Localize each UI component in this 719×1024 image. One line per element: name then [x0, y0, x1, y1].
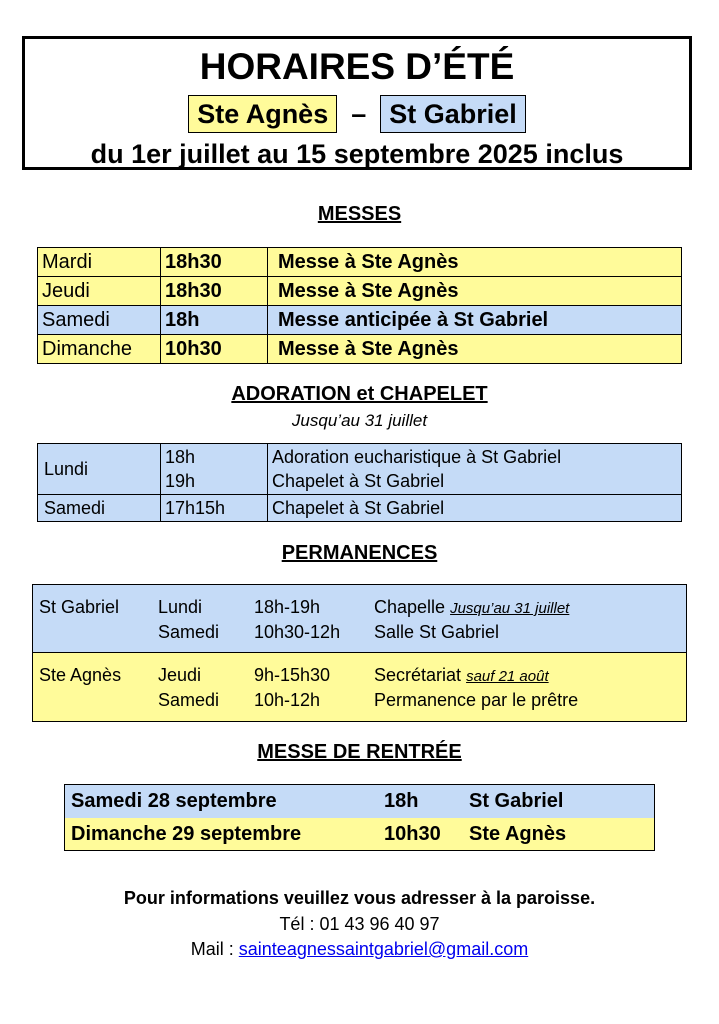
section-title-messes: MESSES: [317, 203, 402, 225]
adoration-time: 19h: [165, 471, 196, 491]
permanence-description: [374, 663, 549, 689]
table-row: [65, 785, 654, 818]
masses-table: [37, 247, 682, 364]
adoration-description: Chapelet à St Gabriel: [272, 471, 445, 491]
permanence-hours: 10h-12h: [254, 690, 321, 710]
adoration-descriptions: [268, 444, 682, 495]
mass-day: Mardi: [38, 248, 161, 277]
section-title-rentree: MESSE DE RENTRÉE: [257, 741, 462, 763]
rentree-time: 10h30: [384, 823, 441, 845]
mass-description: Messe à Ste Agnès: [268, 335, 682, 364]
mass-description: Messe à Ste Agnès: [268, 277, 682, 306]
permanences-box: [32, 584, 687, 722]
footer-phone: Tél : 01 43 96 40 97: [279, 914, 440, 934]
section-title-permanences: PERMANENCES: [281, 542, 438, 564]
mass-time: 18h30: [161, 277, 268, 306]
parish-tag-st-gabriel: St Gabriel: [380, 95, 526, 133]
permanence-hours: 10h30-12h: [254, 622, 341, 642]
table-row: [38, 335, 682, 364]
mass-time: 18h30: [161, 248, 268, 277]
permanence-hours: 9h-15h30: [254, 665, 331, 685]
header-box: [22, 36, 692, 170]
mass-day: Jeudi: [38, 277, 161, 306]
adoration-subtitle: Jusqu’au 31 juillet: [291, 411, 428, 430]
parish-tag-ste-agnes: Ste Agnès: [188, 95, 337, 133]
section-title-adoration: ADORATION et CHAPELET: [231, 383, 488, 405]
permanence-description: [374, 595, 569, 621]
permanence-desc-text: Secrétariat: [374, 665, 462, 685]
rentree-place: St Gabriel: [469, 790, 564, 812]
adoration-description: Adoration eucharistique à St Gabriel: [272, 447, 562, 467]
footer-info: Pour informations veuillez vous adresser à la paroisse.: [123, 888, 596, 908]
page-title: HORAIRES D’ÉTÉ: [199, 46, 515, 87]
table-row: [38, 495, 682, 522]
rentree-box: [64, 784, 655, 851]
permanence-group-ste-agnes: [33, 653, 686, 721]
rentree-date: Dimanche 29 septembre: [71, 823, 302, 845]
date-range: du 1er juillet au 15 septembre 2025 inclus: [90, 139, 624, 169]
permanence-place: St Gabriel: [39, 597, 120, 617]
table-row: [38, 277, 682, 306]
permanence-desc-text: Chapelle: [374, 597, 446, 617]
rentree-time: 18h: [384, 790, 419, 812]
rentree-place: Ste Agnès: [469, 823, 567, 845]
permanence-day: Jeudi: [158, 665, 202, 685]
mass-day: Samedi: [38, 306, 161, 335]
mass-description: Messe à Ste Agnès: [268, 248, 682, 277]
permanence-day: Samedi: [158, 690, 220, 710]
parish-separator: –: [351, 98, 367, 129]
table-row: [38, 248, 682, 277]
mail-label: Mail :: [190, 939, 239, 959]
table-row: [38, 306, 682, 335]
permanence-note: Jusqu’au 31 juillet: [450, 600, 570, 617]
adoration-times: [161, 444, 268, 495]
permanence-note: sauf 21 août: [466, 668, 549, 685]
footer-mail: [0, 937, 719, 961]
adoration-day: Lundi: [38, 444, 161, 495]
adoration-day: Samedi: [38, 495, 161, 522]
parish-line: [25, 94, 689, 134]
rentree-date: Samedi 28 septembre: [71, 790, 277, 812]
permanence-description: Salle St Gabriel: [374, 622, 500, 642]
permanence-hours: 18h-19h: [254, 597, 321, 617]
mass-time: 18h: [161, 306, 268, 335]
permanence-place: Ste Agnès: [39, 665, 122, 685]
permanence-day: Samedi: [158, 622, 220, 642]
table-row: [38, 444, 682, 495]
mass-time: 10h30: [161, 335, 268, 364]
mail-link[interactable]: sainteagnessaintgabriel@gmail.com: [238, 939, 529, 959]
adoration-description: Chapelet à St Gabriel: [268, 495, 682, 522]
permanence-day: Lundi: [158, 597, 203, 617]
permanence-description: Permanence par le prêtre: [374, 690, 579, 710]
adoration-time: 17h15h: [161, 495, 268, 522]
table-row: [65, 818, 654, 850]
adoration-table: [37, 443, 682, 522]
permanence-group-st-gabriel: [33, 585, 686, 653]
adoration-time: 18h: [165, 447, 196, 467]
mass-description: Messe anticipée à St Gabriel: [268, 306, 682, 335]
mass-day: Dimanche: [38, 335, 161, 364]
